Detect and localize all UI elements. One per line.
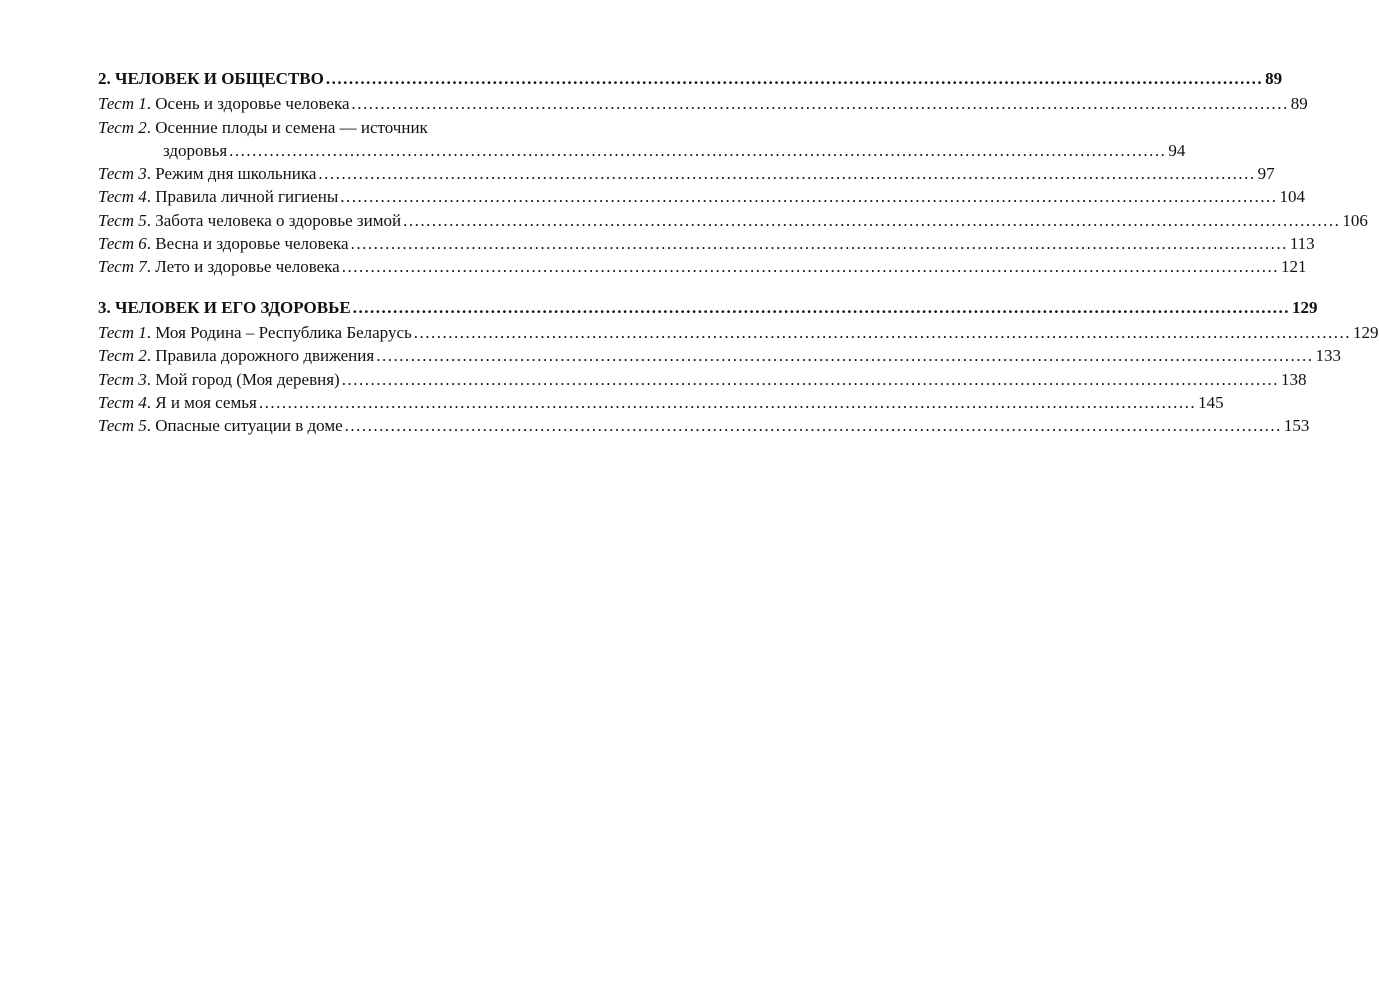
entry-title: . Моя Родина – Республика Беларусь xyxy=(146,322,412,342)
test-prefix: Тест 2 xyxy=(98,346,147,366)
dot-leader xyxy=(340,185,1277,208)
section-heading[interactable] xyxy=(98,67,1283,90)
toc-entry[interactable] xyxy=(98,185,1305,208)
toc-entry[interactable] xyxy=(98,414,1310,437)
test-prefix: Тест 1 xyxy=(98,322,147,342)
test-prefix: Тест 3 xyxy=(98,164,147,184)
entry-title: . Я и моя семья xyxy=(146,392,257,412)
entry-title: . Правила дорожного движения xyxy=(146,346,375,366)
section-heading[interactable] xyxy=(98,296,1318,319)
dot-leader xyxy=(351,232,1288,255)
page-number: 121 xyxy=(1280,257,1307,277)
page-number: 129 xyxy=(1291,297,1318,317)
toc-entry[interactable] xyxy=(98,116,1186,163)
dot-leader xyxy=(345,414,1282,437)
entry-title: . Режим дня школьника xyxy=(146,164,317,184)
page-number: 94 xyxy=(1168,140,1186,160)
table-of-contents xyxy=(98,67,1379,454)
test-prefix: Тест 6 xyxy=(98,234,147,254)
page-number: 138 xyxy=(1280,369,1307,389)
dot-leader xyxy=(342,255,1279,278)
entry-title: . Осенние плоды и семена — источник xyxy=(146,117,428,137)
toc-entry[interactable] xyxy=(98,255,1307,278)
page-number: 104 xyxy=(1279,187,1305,207)
test-prefix: Тест 3 xyxy=(98,369,147,389)
dot-leader xyxy=(352,92,1289,115)
toc-entry[interactable] xyxy=(98,162,1275,185)
test-prefix: Тест 4 xyxy=(98,187,147,207)
entry-title-continued: здоровья xyxy=(163,140,228,160)
section-title: 3. ЧЕЛОВЕК И ЕГО ЗДОРОВЬЕ xyxy=(98,297,351,317)
entry-title: . Опасные ситуации в доме xyxy=(146,416,343,436)
test-prefix: Тест 1 xyxy=(98,94,147,114)
page-number: 129 xyxy=(1353,322,1379,342)
test-prefix: Тест 2 xyxy=(98,117,147,137)
page-number: 106 xyxy=(1342,210,1368,230)
dot-leader xyxy=(376,344,1313,367)
section-title: 2. ЧЕЛОВЕК И ОБЩЕСТВО xyxy=(98,69,324,88)
entry-title: . Мой город (Моя деревня) xyxy=(146,369,340,389)
test-prefix: Тест 5 xyxy=(98,210,147,230)
test-prefix: Тест 7 xyxy=(98,257,147,277)
dot-leader xyxy=(229,139,1166,162)
toc-entry[interactable] xyxy=(98,344,1341,367)
entry-title: . Правила личной гигиены xyxy=(146,187,339,207)
page-number: 113 xyxy=(1289,234,1315,254)
page-number: 145 xyxy=(1198,392,1224,412)
test-prefix: Тест 4 xyxy=(98,392,147,412)
dot-leader xyxy=(259,391,1196,414)
page-number: 97 xyxy=(1257,164,1275,184)
entry-title: . Осень и здоровье человека xyxy=(146,94,350,114)
toc-entry[interactable] xyxy=(98,321,1379,344)
section-2 xyxy=(98,67,1368,279)
toc-entry[interactable] xyxy=(98,391,1224,414)
entry-title: . Лето и здоровье человека xyxy=(146,257,340,277)
test-prefix: Тест 5 xyxy=(98,416,147,436)
toc-entry[interactable] xyxy=(98,209,1368,232)
dot-leader xyxy=(414,321,1351,344)
page-number: 89 xyxy=(1265,69,1283,88)
toc-entry[interactable] xyxy=(98,368,1307,391)
entry-title: . Весна и здоровье человека xyxy=(146,234,349,254)
entry-title: . Забота человека о здоровье зимой xyxy=(146,210,402,230)
dot-leader xyxy=(403,209,1340,232)
dot-leader xyxy=(353,296,1290,319)
page-number: 153 xyxy=(1283,416,1310,436)
section-3 xyxy=(98,296,1379,438)
page-number: 89 xyxy=(1290,94,1308,114)
page-number: 133 xyxy=(1315,346,1341,366)
dot-leader xyxy=(326,67,1263,90)
dot-leader xyxy=(342,368,1279,391)
dot-leader xyxy=(318,162,1255,185)
toc-entry[interactable] xyxy=(98,92,1308,115)
toc-entry[interactable] xyxy=(98,232,1315,255)
